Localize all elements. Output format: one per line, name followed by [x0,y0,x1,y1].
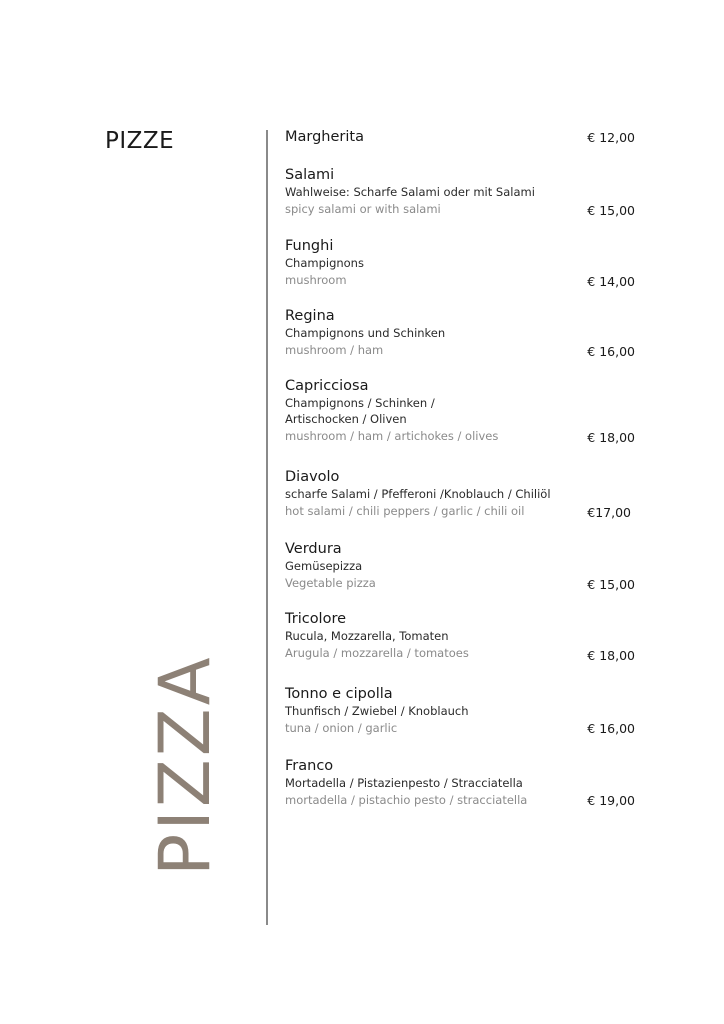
item-description-en: mortadella / pistachio pesto / stracciatella [285,793,528,807]
vertical-pizza-title: PIZZA [144,654,226,876]
menu-item-tonno-e-cipolla [285,685,637,737]
menu-item-tricolore [285,610,637,662]
item-price: €17,00 [587,505,631,520]
menu-item-capricciosa [285,377,637,445]
menu-item-franco [285,757,637,809]
vertical-divider [266,130,268,925]
item-description-de: Champignons und Schinken [285,326,446,340]
item-description-de: scharfe Salami / Pfefferoni /Knoblauch / Chiliöl [285,487,551,501]
item-description-de: Thunfisch / Zwiebel / Knoblauch [285,704,469,718]
section-title: PIZZE [105,128,175,154]
item-name: Funghi [285,238,334,254]
item-description-de-line2: Artischocken / Oliven [285,412,407,426]
item-price: € 18,00 [587,430,635,445]
menu-item-verdura [285,540,637,592]
item-description-en: tuna / onion / garlic [285,721,398,735]
menu-item-margherita [285,128,637,146]
menu-item-diavolo [285,468,637,520]
item-description-en: spicy salami or with salami [285,202,441,216]
item-price: € 14,00 [587,274,635,289]
item-description-en: Vegetable pizza [285,576,376,590]
item-description-de: Gemüsepizza [285,559,363,573]
item-description-en: Arugula / mozzarella / tomatoes [285,646,469,660]
item-price: € 16,00 [587,721,635,736]
item-name: Tonno e cipolla [285,686,393,702]
item-description-de-line1: Champignons / Schinken / [285,396,435,410]
item-description-en: hot salami / chili peppers / garlic / chili oil [285,504,525,518]
item-description-de: Champignons [285,256,364,270]
item-description-de: Wahlweise: Scharfe Salami oder mit Salami [285,185,535,199]
item-description-en: mushroom / ham [285,343,384,357]
item-price: € 15,00 [587,203,635,218]
item-description-en: mushroom [285,273,347,287]
item-name: Tricolore [285,611,347,627]
item-name: Salami [285,167,335,183]
item-name: Diavolo [285,469,340,485]
item-price: € 19,00 [587,793,635,808]
item-price: € 16,00 [587,344,635,359]
item-description-en: mushroom / ham / artichokes / olives [285,429,499,443]
menu-item-funghi [285,237,637,289]
item-name: Regina [285,308,335,324]
item-description-de: Rucula, Mozzarella, Tomaten [285,629,449,643]
item-price: € 15,00 [587,577,635,592]
item-name: Capricciosa [285,378,369,394]
item-name: Margherita [285,129,364,145]
menu-item-regina [285,307,637,359]
item-name: Franco [285,758,334,774]
item-description-de: Mortadella / Pistazienpesto / Stracciatella [285,776,523,790]
item-price: € 12,00 [587,130,635,145]
item-price: € 18,00 [587,648,635,663]
menu-item-salami [285,166,637,218]
item-name: Verdura [285,541,342,557]
